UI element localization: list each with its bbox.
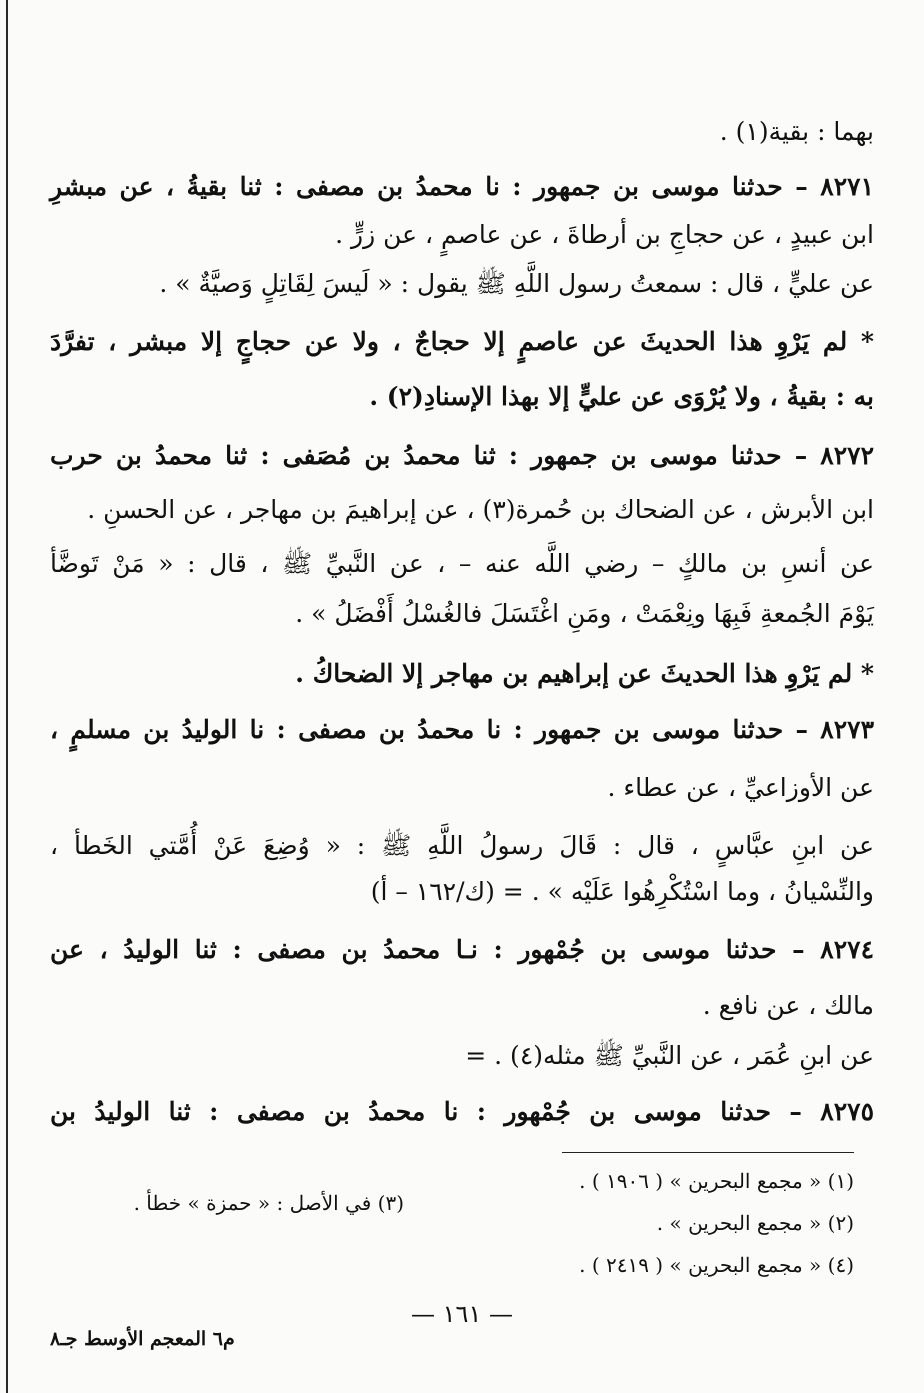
footnote-3: (٣) في الأصل : « حمزة » خطأ . xyxy=(133,1191,404,1215)
footnote-4: (٤) « مجمع البحرين » ( ٢٤١٩ ) . xyxy=(579,1253,854,1277)
page-number: — ١٦١ — xyxy=(411,1300,513,1328)
hadith-8275-line-1: ٨٢٧٥ – حدثنا موسى بن جُمْهور : نا محمدُ بن مصفى : ثنا الوليدُ بن xyxy=(50,1097,874,1126)
text-line-14: عن ابنِ عبَّاسٍ ، قال : قَالَ رسولُ اللَّهِ ﷺ : « وُضِعَ عَنْ أُمَّتي الخَطأ ، xyxy=(50,831,874,860)
page-edge-line xyxy=(6,0,8,1393)
text-line-1: بهما : بقية(١) . xyxy=(719,117,874,146)
text-line-10: يَوْمَ الجُمعةِ فَبِهَا ونِعْمَتْ ، ومَنِ اغْتَسَلَ فالغُسْلُ أَفْضَلُ » . xyxy=(295,599,874,628)
commentary-line-1: * لم يَرْوِ هذا الحديثَ عن عاصمٍ إلا حجاجٌ ، ولا عن حجاجٍ إلا مبشر ، تفرَّدَ xyxy=(50,327,874,356)
text-line-3: ابن عبيدٍ ، عن حجاجِ بن أرطاةَ ، عن عاصمٍ ، عن زرٍّ . xyxy=(335,220,874,249)
footnote-1: (١) « مجمع البحرين » ( ١٩٠٦ ) . xyxy=(579,1169,854,1193)
text-line-8: ابن الأبرش ، عن الضحاك بن حُمرة(٣) ، عن إبراهيمَ بن مهاجر ، عن الحسنِ . xyxy=(87,495,874,524)
commentary-line-2: به : بقيةُ ، ولا يُرْوَى عن عليٍّ إلا بهذا الإسنادِ(٢) . xyxy=(369,382,874,411)
text-line-13: عن الأوزاعيِّ ، عن عطاء . xyxy=(607,773,874,802)
text-line-9: عن أنسِ بن مالكٍ – رضي اللَّه عنه – ، عن النَّبيِّ ﷺ ، قال : « مَنْ تَوضَّأ xyxy=(50,549,874,578)
hadith-8272-line-1: ٨٢٧٢ – حدثنا موسى بن جمهور : ثنا محمدُ بن مُصَفى : ثنا محمدُ بن حرب xyxy=(50,441,874,470)
footnote-2: (٢) « مجمع البحرين » . xyxy=(656,1211,854,1235)
text-line-17: مالك ، عن نافع . xyxy=(702,991,874,1020)
text-line-15: والنِّسْيانُ ، وما اسْتُكْرِهُوا عَلَيْه » . = (ك/١٦٢ – أ) xyxy=(370,877,874,906)
text-line-4: عن عليٍّ ، قال : سمعتُ رسول اللَّهِ ﷺ يقول : « لَيسَ لِقَاتِلٍ وَصيَّةٌ » . xyxy=(159,269,874,298)
hadith-8273-line-1: ٨٢٧٣ – حدثنا موسى بن جمهور : نا محمدُ بن مصفى : نا الوليدُ بن مسلمٍ ، xyxy=(50,715,874,744)
footnote-separator xyxy=(562,1152,854,1153)
hadith-8271-line-1: ٨٢٧١ – حدثنا موسى بن جمهور : نا محمدُ بن مصفى : ثنا بقيةُ ، عن مبشرِ xyxy=(50,172,874,201)
text-line-18: عن ابنِ عُمَر ، عن النَّبيِّ ﷺ مثله(٤) . = xyxy=(465,1041,874,1070)
hadith-8274-line-1: ٨٢٧٤ – حدثنا موسى بن جُمْهور : نـا محمدُ بن مصفى : ثنا الوليدُ ، عن xyxy=(50,935,874,964)
commentary-line-3: * لم يَرْوِ هذا الحديثَ عن إبراهيم بن مهاجر إلا الضحاكُ . xyxy=(295,659,874,688)
signature-mark: م٦ المعجم الأوسط جـ٨ xyxy=(50,1328,235,1350)
